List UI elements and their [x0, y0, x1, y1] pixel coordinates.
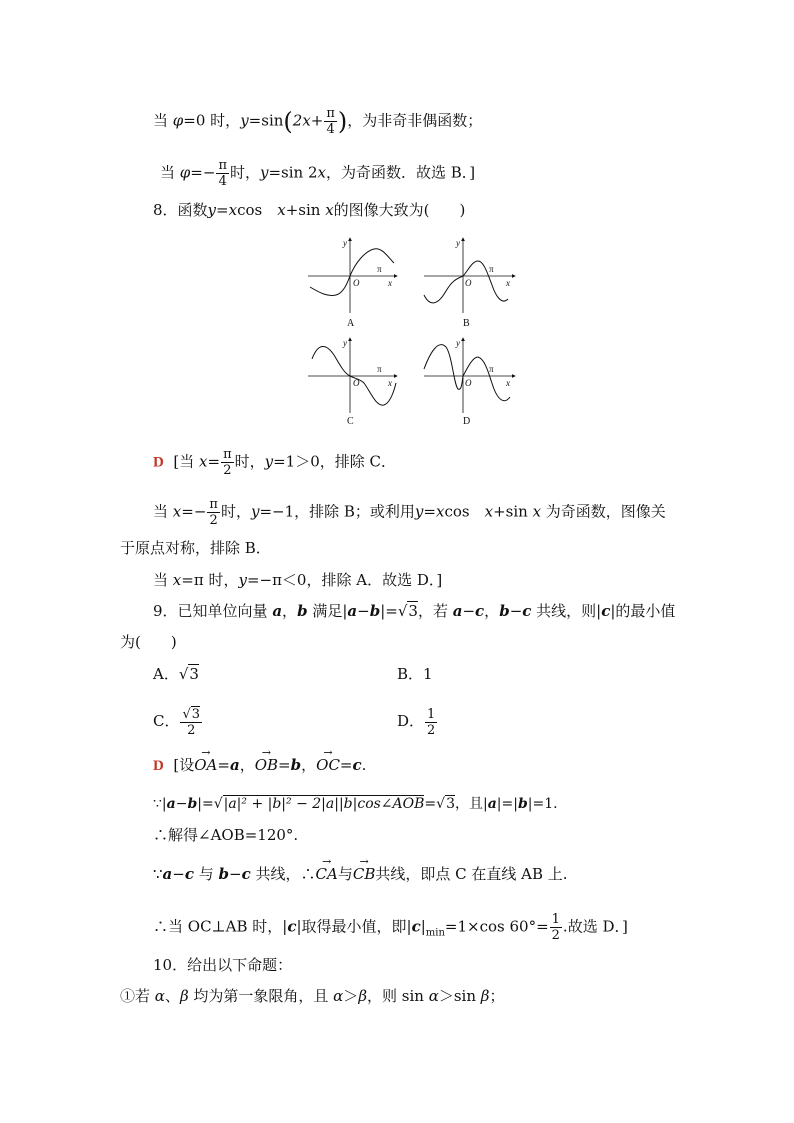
- answer-9-line-1: [153, 755, 366, 776]
- x-axis-label: x: [506, 278, 510, 288]
- text: x: [484, 502, 494, 521]
- text: |=1.: [527, 796, 558, 812]
- text: 均为第一象限角，且: [188, 987, 334, 1005]
- y-axis-label: y: [343, 238, 347, 248]
- vector-ca: → CA: [316, 864, 338, 884]
- graph-a: [300, 235, 400, 335]
- text: 当: [153, 502, 173, 521]
- question-9-line-1: 9．已知单位向量 a，b 满足|a−b|=√3，若 a−c，b−c 共线，则|c|的最小值: [153, 602, 676, 620]
- option-label: D．: [397, 712, 425, 730]
- text: y: [240, 111, 249, 130]
- text: =: [423, 502, 436, 521]
- text: =−: [190, 163, 216, 182]
- text: 满足|: [307, 602, 348, 620]
- text: −: [229, 865, 242, 883]
- text: b: [517, 796, 528, 812]
- text: c: [411, 917, 421, 936]
- text: 2x+: [292, 111, 324, 130]
- text: |: [420, 917, 426, 936]
- text: =−: [181, 502, 207, 521]
- answer-9-line-4: [153, 864, 568, 884]
- numerator: π: [223, 447, 232, 462]
- sqrt-radicand: 3: [446, 796, 455, 812]
- subscript: min: [425, 927, 445, 939]
- text: x: [172, 502, 182, 521]
- text: b: [369, 602, 381, 620]
- answer-8-line-1: [153, 447, 396, 478]
- graph-label: C: [347, 416, 354, 427]
- text: y: [207, 201, 217, 219]
- text: ①若: [120, 987, 155, 1005]
- text: ，为奇函数．故选 B．]: [326, 163, 476, 182]
- solution-line-phi-neg: [160, 158, 475, 189]
- text: |取得最小值，即|: [296, 917, 412, 936]
- fraction: [550, 912, 562, 943]
- text: b: [297, 602, 308, 620]
- numerator: 1: [427, 706, 436, 722]
- text: =−1，排除 B；或利用: [259, 502, 415, 521]
- text: x: [277, 201, 286, 219]
- origin-label: O: [353, 378, 360, 388]
- text: β: [358, 987, 367, 1005]
- text: ∵|: [153, 796, 167, 812]
- text: a: [452, 602, 463, 620]
- text: b: [290, 756, 302, 774]
- x-axis-label: x: [506, 378, 510, 388]
- paren-left: (: [283, 107, 293, 136]
- denominator: 2: [209, 513, 218, 528]
- text: ∴当 OC⊥AB 时，|: [153, 917, 288, 936]
- y-axis-label: y: [343, 338, 347, 348]
- text: 为奇函数，图像关: [541, 502, 666, 521]
- text: ＞: [343, 987, 359, 1005]
- text: x: [317, 163, 326, 182]
- text: y: [250, 502, 260, 521]
- text: 共线，∴: [250, 865, 316, 883]
- denominator: 2: [223, 463, 232, 478]
- text: [设: [173, 756, 195, 774]
- option-a: A．√3: [153, 665, 199, 683]
- text: a: [487, 796, 497, 812]
- text: +sin: [493, 502, 533, 521]
- question-10-line-1: [153, 955, 292, 975]
- text: c: [522, 602, 532, 620]
- text: x: [532, 502, 542, 521]
- option-label: C．: [153, 712, 180, 730]
- option-value: 1: [423, 665, 433, 683]
- option-d: [397, 703, 438, 739]
- answer-9-line-3: [153, 825, 298, 845]
- text: cos: [237, 201, 278, 219]
- numerator: 1: [551, 912, 560, 927]
- denominator: 4: [218, 174, 227, 189]
- text: =1＞0，排除 C．: [273, 452, 397, 471]
- text: =: [424, 796, 437, 812]
- text: c: [475, 602, 485, 620]
- text: 当: [153, 111, 173, 130]
- graph-label: A: [347, 318, 355, 329]
- answer-8-line-4: [153, 570, 442, 590]
- pi-label: π: [377, 264, 382, 274]
- text: 时，: [229, 163, 260, 182]
- fraction: [221, 447, 234, 478]
- text: =0 时，: [183, 111, 241, 130]
- denominator: 2: [427, 722, 436, 738]
- text: x: [435, 502, 445, 521]
- graph-label: D: [463, 416, 471, 427]
- text: |=: [197, 796, 214, 812]
- text: x: [228, 201, 238, 219]
- text: 8．函数: [153, 201, 208, 219]
- text: 10．给出以下命题：: [153, 956, 293, 974]
- numerator: π: [209, 497, 218, 512]
- text: 与: [194, 865, 219, 883]
- text: ；: [489, 987, 505, 1005]
- text: c: [184, 865, 194, 883]
- y-axis-label: y: [456, 338, 460, 348]
- text: 共线，则|: [531, 602, 602, 620]
- text: a: [347, 602, 358, 620]
- text: c: [241, 865, 251, 883]
- text: c: [601, 602, 611, 620]
- text: −: [175, 796, 188, 812]
- text: ，: [239, 756, 255, 774]
- text: ∴解得∠AOB=120°.: [153, 826, 299, 844]
- sqrt-radicand: |a|² + |b|² − 2|a||b|cos∠AOB: [223, 796, 425, 812]
- option-label: A．: [153, 665, 179, 683]
- text: α: [333, 987, 344, 1005]
- graph-d: [418, 335, 518, 435]
- solution-line-phi-zero: [153, 106, 482, 137]
- sqrt-radicand: 3: [191, 706, 201, 722]
- text: y: [238, 571, 247, 589]
- text: +sin: [285, 201, 326, 219]
- fraction: [207, 497, 220, 528]
- text: −: [357, 602, 370, 620]
- curve: [424, 345, 510, 401]
- denominator: 2: [551, 928, 560, 943]
- text: =: [207, 452, 221, 471]
- text: =: [278, 756, 291, 774]
- answer-8-line-2: [153, 497, 666, 528]
- text: ，: [301, 756, 317, 774]
- text: .: [361, 756, 367, 774]
- text: =: [339, 756, 353, 774]
- question-9-line-2: [120, 632, 177, 652]
- text: ＞sin: [438, 987, 481, 1005]
- pi-label: π: [489, 264, 494, 274]
- denominator: 4: [326, 122, 335, 137]
- text: a: [162, 865, 173, 883]
- vector-oa: → OA: [194, 755, 217, 775]
- y-axis-label: y: [456, 238, 460, 248]
- text: 、: [164, 987, 180, 1005]
- text: |=: [380, 602, 398, 620]
- text: y: [414, 502, 424, 521]
- text: a: [166, 796, 176, 812]
- text: −: [509, 602, 523, 620]
- text: x: [325, 201, 334, 219]
- answer-9-line-5: [153, 912, 628, 944]
- text: |=|: [496, 796, 518, 812]
- text: =: [217, 756, 230, 774]
- text: y: [264, 452, 274, 471]
- text: 与: [337, 865, 353, 883]
- text: φ: [179, 163, 191, 182]
- text: ∵: [153, 865, 163, 883]
- question-10-line-2: [120, 986, 504, 1006]
- numerator: π: [218, 158, 227, 173]
- option-b: [397, 664, 433, 684]
- graph-label: B: [463, 318, 470, 329]
- text: 共线，即点 C 在直线 AB 上.: [375, 865, 568, 883]
- text: c: [287, 917, 297, 936]
- text: =: [216, 201, 229, 219]
- text: b: [499, 602, 510, 620]
- pi-label: π: [377, 364, 382, 374]
- fraction: [180, 707, 202, 738]
- text: .故选 D．]: [562, 917, 628, 936]
- answer-8-line-3: [120, 538, 271, 558]
- text: 为( ): [120, 633, 177, 651]
- text: ，若: [417, 602, 453, 620]
- text: α: [154, 987, 165, 1005]
- text: 于原点对称，排除 B．: [120, 539, 271, 557]
- text: 的图像大致为( ): [333, 201, 466, 219]
- text: ，为非奇非偶函数；: [347, 111, 483, 130]
- text: a: [272, 602, 283, 620]
- text: −: [172, 865, 185, 883]
- text: α: [428, 987, 439, 1005]
- x-axis-label: x: [388, 378, 392, 388]
- answer-letter: D: [153, 454, 164, 471]
- text: ，: [484, 602, 500, 620]
- text: [当: [173, 452, 200, 471]
- text: =π 时，: [181, 571, 239, 589]
- text: 时，: [220, 502, 251, 521]
- text: ，则 sin: [366, 987, 429, 1005]
- sqrt-radicand: 3: [408, 602, 418, 620]
- text: b: [218, 865, 230, 883]
- text: =−π＜0，排除 A．故选 D．]: [246, 571, 443, 589]
- fraction: [216, 158, 229, 189]
- answer-letter: D: [153, 758, 164, 774]
- vector-ob: → OB: [255, 755, 278, 775]
- fraction: [324, 106, 337, 137]
- text: =1×cos 60°=: [444, 917, 549, 936]
- numerator: π: [326, 106, 335, 121]
- option-c: [153, 703, 203, 739]
- x-axis-label: x: [388, 278, 392, 288]
- question-8: [153, 200, 465, 220]
- text: 时，: [234, 452, 265, 471]
- denominator: 2: [187, 722, 196, 738]
- numerator: √3: [182, 706, 201, 722]
- fraction: [425, 707, 437, 738]
- text: =sin 2: [268, 163, 318, 182]
- sqrt-radicand: 3: [189, 665, 199, 683]
- graph-c: [300, 335, 400, 435]
- origin-label: O: [465, 378, 472, 388]
- text: 9．已知单位向量: [153, 602, 273, 620]
- text: 当: [160, 163, 180, 182]
- vector-oc: → OC: [316, 755, 340, 775]
- text: cos: [444, 502, 485, 521]
- text: β: [179, 987, 189, 1005]
- text: x: [199, 452, 208, 471]
- text: a: [229, 756, 240, 774]
- text: −: [462, 602, 476, 620]
- graph-b: [418, 235, 518, 335]
- text: b: [187, 796, 198, 812]
- text: 当: [153, 571, 173, 589]
- paren-right: ): [337, 107, 348, 136]
- origin-label: O: [353, 278, 360, 288]
- text: ，且|: [455, 796, 488, 812]
- origin-label: O: [465, 278, 472, 288]
- text: =sin: [248, 111, 284, 130]
- text: y: [260, 163, 269, 182]
- text: c: [352, 756, 362, 774]
- text: β: [480, 987, 490, 1005]
- text: φ: [172, 111, 184, 130]
- text: x: [172, 571, 182, 589]
- text: ，: [282, 602, 298, 620]
- text: |的最小值: [610, 602, 676, 620]
- vector-cb: → CB: [353, 864, 376, 884]
- answer-9-line-2: ∵|a−b|=√|a|² + |b|² − 2|a||b|cos∠AOB=√3，且|a|=|b|=1.: [153, 796, 558, 812]
- option-label: B．: [397, 665, 424, 683]
- pi-label: π: [489, 364, 494, 374]
